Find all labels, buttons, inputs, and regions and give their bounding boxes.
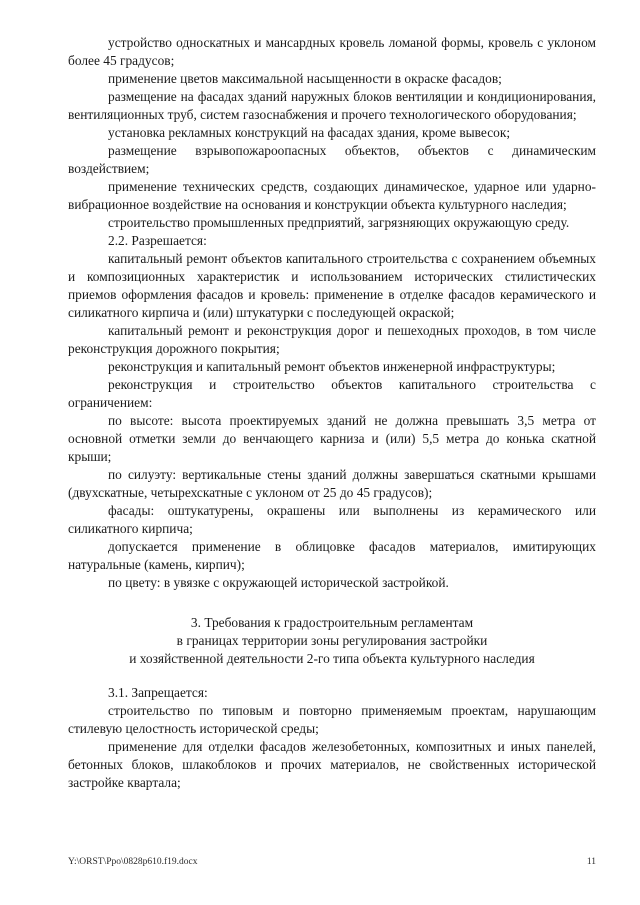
paragraph: по цвету: в увязке с окружающей исторической застройкой. (108, 575, 449, 590)
section-2-continued (68, 34, 596, 592)
paragraph: реконструкция и капитальный ремонт объектов инженерной инфраструктуры; (108, 359, 556, 374)
paragraph: допускается применение в облицовке фасадов материалов, имитирующих натуральные (камень, кирпич); (68, 539, 596, 572)
heading-line: и хозяйственной деятельности 2-го типа объекта культурного наследия (129, 651, 535, 666)
paragraph: применение технических средств, создающих динамическое, ударное или ударно-вибрационное воздействие на основания и конструкции объекта культурного наследия; (68, 179, 596, 212)
heading-line: в границах территории зоны регулирования застройки (176, 633, 488, 648)
subsection-title: 2.2. Разрешается: (108, 233, 207, 248)
page-number: 11 (586, 857, 596, 867)
paragraph: установка рекламных конструкций на фасадах здания, кроме вывесок; (108, 125, 511, 140)
paragraph: капитальный ремонт и реконструкция дорог и пешеходных проходов, в том числе реконструкция дорожного покрытия; (68, 323, 596, 356)
paragraph: размещение на фасадах зданий наружных блоков вентиляции и кондиционирования, вентиляционных труб, систем газоснабжения и прочего технологического оборудования; (68, 89, 596, 122)
paragraph: строительство промышленных предприятий, загрязняющих окружающую среду. (108, 215, 570, 230)
paragraph: применение цветов максимальной насыщенности в окраске фасадов; (108, 71, 502, 86)
subsection-title: 3.1. Запрещается: (108, 685, 208, 700)
paragraph: по высоте: высота проектируемых зданий не должна превышать 3,5 метра от основной отметки земли до венчающего карниза и (или) 5,5 метра до конька скатной крыши; (68, 413, 596, 464)
paragraph: применение для отделки фасадов железобетонных, композитных и иных панелей, бетонных блоков, шлакоблоков и прочих материалов, не свойственных исторической застройке квартала; (68, 739, 596, 790)
heading-line: 3. Требования к градостроительным регламентам (190, 615, 474, 630)
document-page (68, 34, 596, 792)
section-3-heading (68, 614, 596, 668)
paragraph: строительство по типовым и повторно применяемым проектам, нарушающим стилевую целостность исторической среды; (68, 703, 596, 736)
footer-file-path: Y:\ORST\Ppo\0828p610.f19.docx (68, 857, 198, 867)
paragraph: реконструкция и строительство объектов капитального строительства с ограничением: (68, 377, 596, 410)
paragraph: капитальный ремонт объектов капитального строительства с сохранением объемных и композиционных характеристик и использованием исторических стилистических приемов оформления фасадов и кровель: применение в отделке фасадов керамического и силикатного кирпича и (или) штукатурки с последующей окраской; (68, 251, 596, 320)
paragraph: фасады: оштукатурены, окрашены или выполнены из керамического или силикатного кирпича; (68, 503, 596, 536)
section-3-body (68, 684, 596, 792)
paragraph: по силуэту: вертикальные стены зданий должны завершаться скатными крышами (двухскатные, четырехскатные с уклоном от 25 до 45 градусов); (68, 467, 596, 500)
paragraph: устройство односкатных и мансардных кровель ломаной формы, кровель с уклоном более 45 градусов; (68, 35, 596, 68)
paragraph: размещение взрывопожароопасных объектов, объектов с динамическим воздействием; (68, 143, 596, 176)
